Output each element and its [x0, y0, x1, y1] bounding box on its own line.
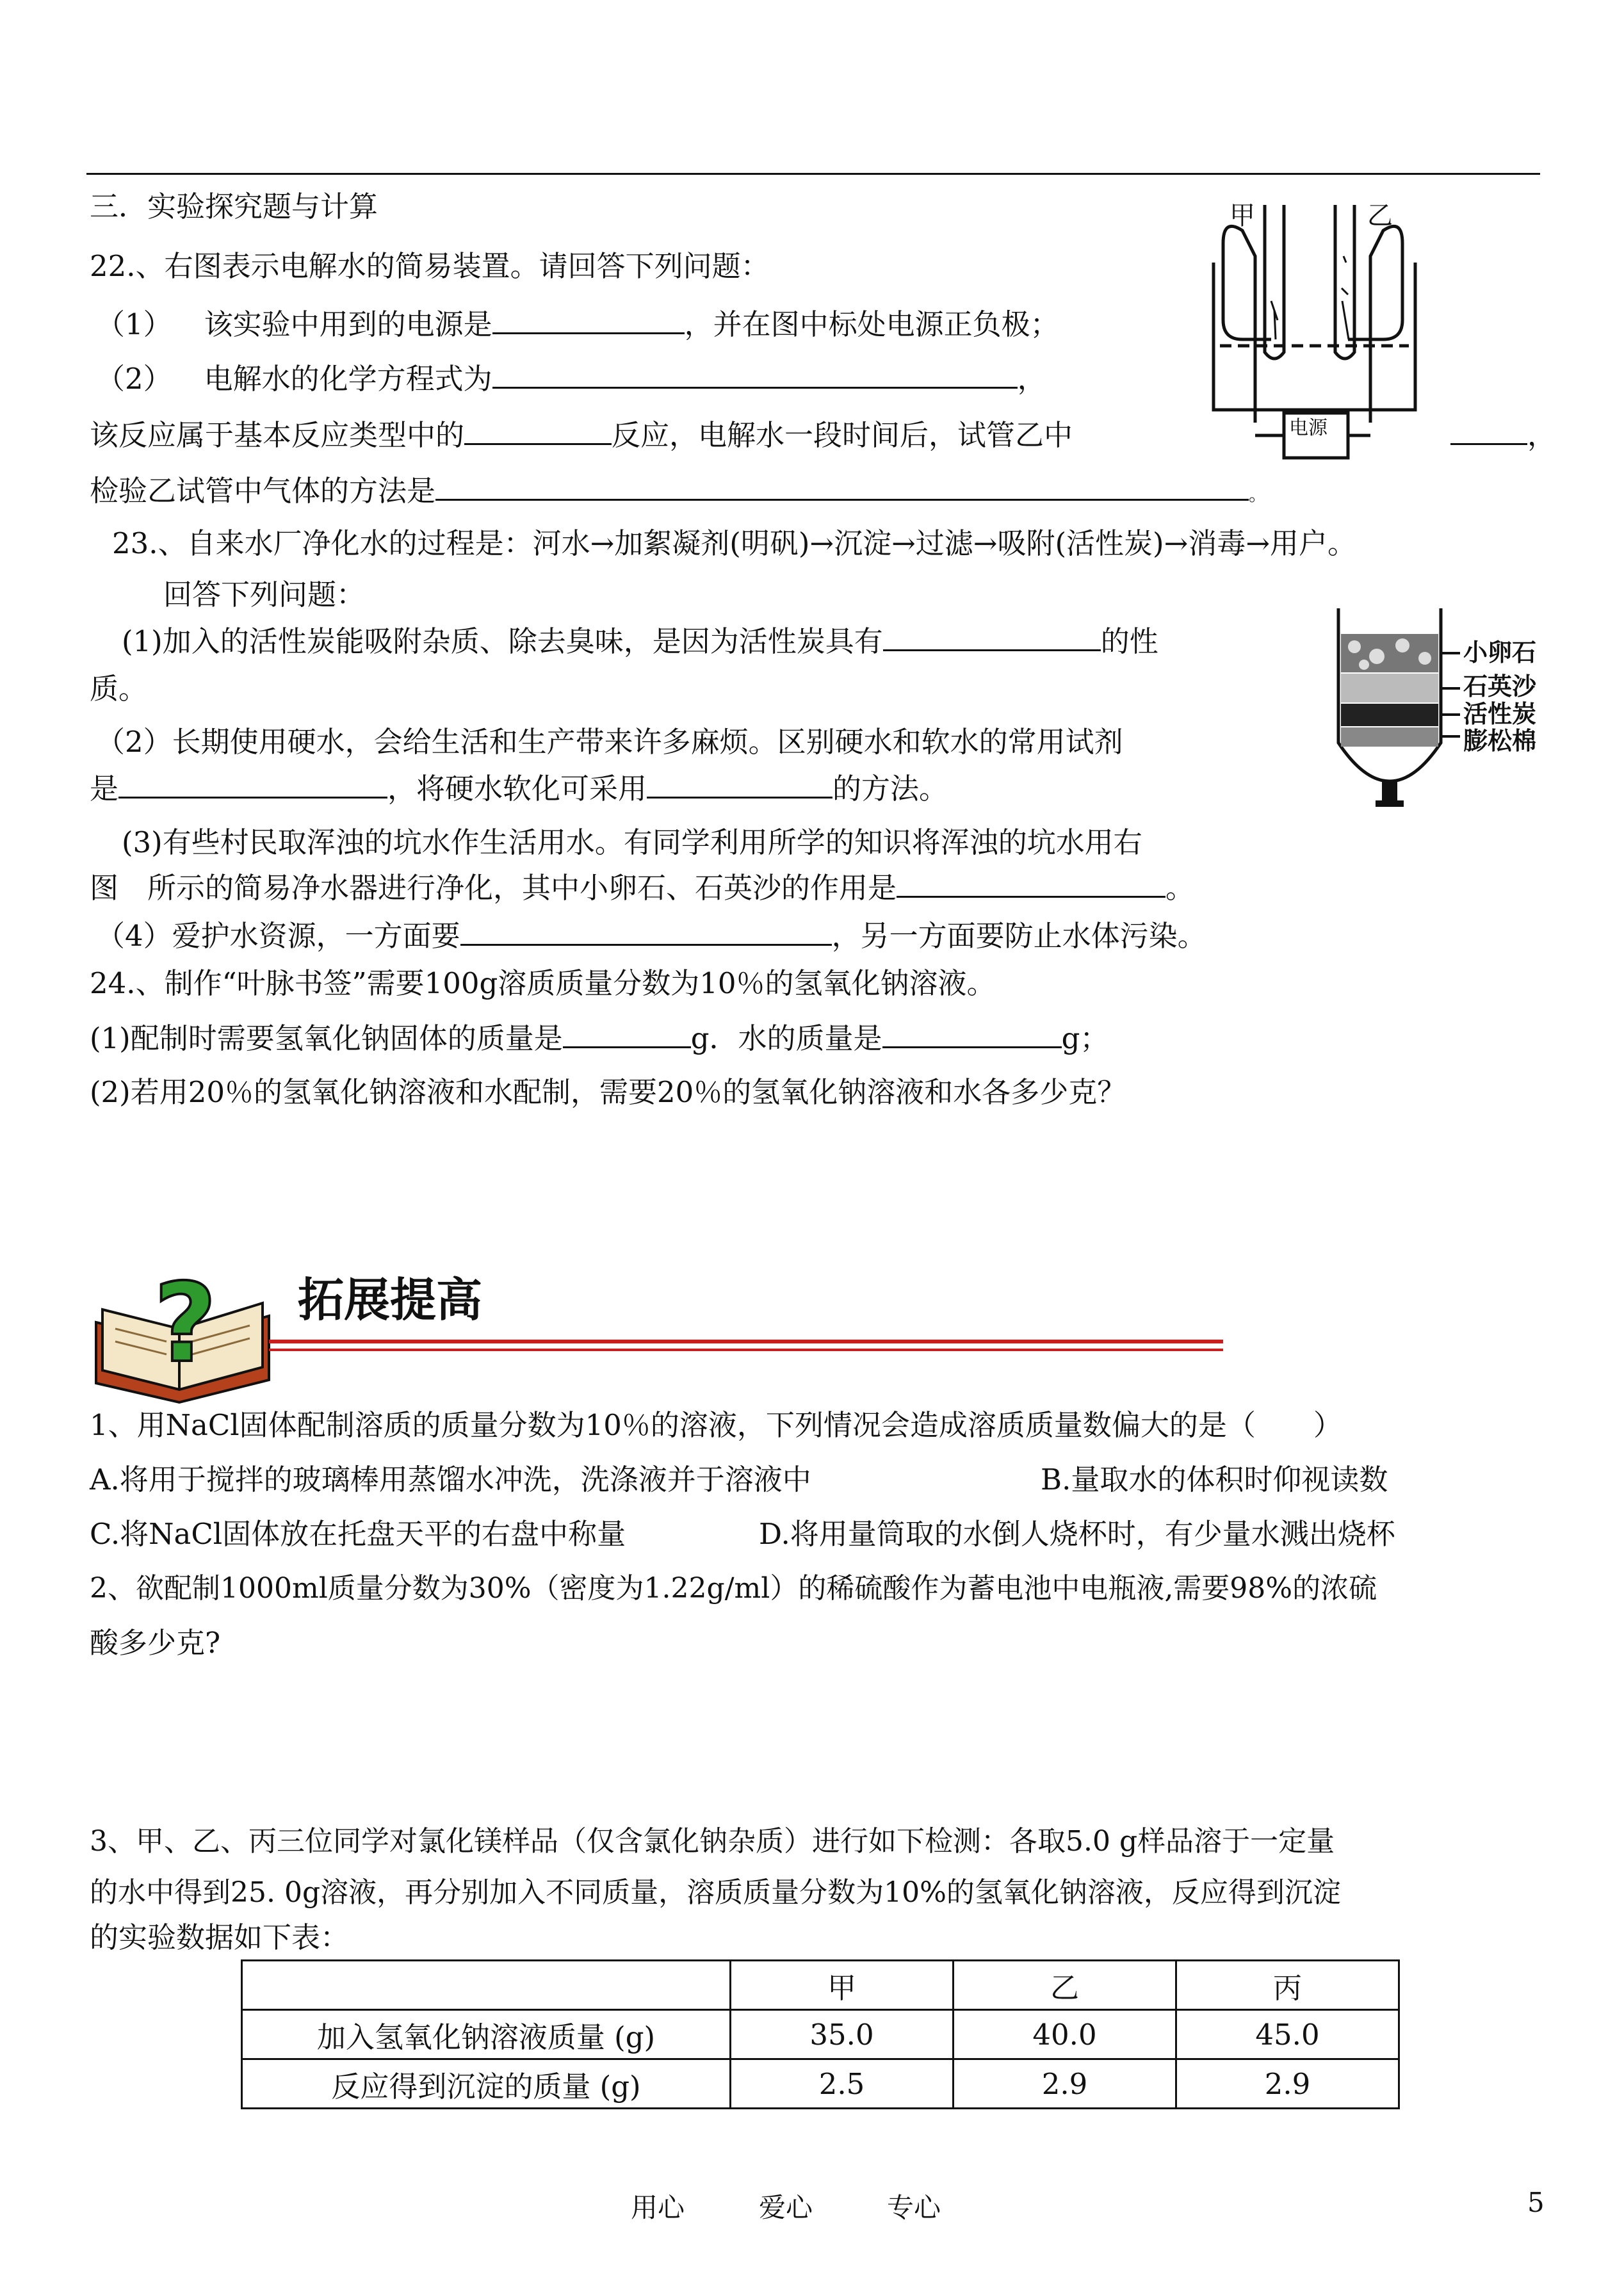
- table-cell: 45.0: [1176, 2010, 1399, 2059]
- table-cell: 2.9: [954, 2059, 1176, 2109]
- table-cell: 丙: [1176, 1961, 1399, 2010]
- footer-motto-2: 爱心: [759, 2192, 813, 2223]
- blank[interactable]: [563, 1018, 691, 1048]
- q23-part2: （2）长期使用硬水，会给生活和生产带来许多麻烦。区别硬水和软水的常用试剂: [96, 725, 1123, 759]
- q22-part2: （2） 电解水的化学方程式为 ，: [96, 359, 1046, 399]
- q23-part4: （4）爱护水资源，一方面要 ，另一方面要防止水体污染。: [96, 916, 1206, 956]
- ext-q1-optD: D.将用量筒取的水倒人烧杯时，有少量水溅出烧杯: [759, 1517, 1395, 1551]
- q23-sub: 回答下列问题：: [163, 578, 366, 612]
- table-cell: 甲: [731, 1961, 954, 2010]
- tube-yi-label: 乙: [1367, 201, 1393, 231]
- blank[interactable]: [647, 768, 832, 799]
- section-heading: 三．实验探究题与计算: [90, 190, 378, 223]
- table-cell: 40.0: [954, 2010, 1176, 2059]
- q23-part2-cont: 是 ，将硬水软化可采用 的方法。: [90, 768, 948, 809]
- blank[interactable]: [1450, 415, 1527, 445]
- page-number: 5: [1527, 2187, 1545, 2218]
- table-row: [242, 2010, 1399, 2059]
- ext-q3-line3: 的实验数据如下表：: [90, 1920, 350, 1954]
- q23-intro: 23.、自来水厂净化水的过程是：河水→加絮凝剂(明矾)→沉淀→过滤→吸附(活性炭)→消毒→用户。: [112, 526, 1357, 560]
- table-row: [242, 2059, 1399, 2109]
- q23-part1: (1)加入的活性炭能吸附杂质、除去臭味，是因为活性炭具有 的性: [122, 621, 1158, 661]
- blank[interactable]: [492, 304, 685, 334]
- blank[interactable]: [882, 1018, 1062, 1048]
- svg-text:?: ?: [154, 1265, 217, 1387]
- ext-q3-line2: 的水中得到25. 0g溶液，再分别加入不同质量，溶质质量分数为10%的氢氧化钠溶液，反应得到沉淀: [90, 1876, 1341, 1909]
- ext-q1-optB: B.量取水的体积时仰视读数: [1041, 1463, 1388, 1496]
- filter-label-sand: 石英沙: [1463, 672, 1537, 701]
- electrolysis-figure: [1204, 192, 1428, 474]
- q23-part3-cont: 图 所示的简易净水器进行净化，其中小卵石、石英沙的作用是 。: [90, 868, 1194, 908]
- data-table: [241, 1959, 1400, 2109]
- filter-label-pebble: 小卵石: [1463, 638, 1537, 667]
- table-header-row: [242, 1961, 1399, 2010]
- q24-part1: (1)配制时需要氢氧化钠固体的质量是 g．水的质量是 g；: [90, 1018, 1108, 1058]
- tube-jia-label: 甲: [1230, 201, 1255, 231]
- q22-part1: （1） 该实验中用到的电源是 ，并在图中标处电源正负极；: [96, 304, 1059, 345]
- table-cell: [242, 1961, 731, 2010]
- ext-q1-optA: A.将用于搅拌的玻璃棒用蒸馏水冲洗，洗涤液并于溶液中: [90, 1463, 811, 1496]
- blank[interactable]: [897, 868, 1165, 898]
- table-cell: 加入氢氧化钠溶液质量 (g): [242, 2010, 731, 2059]
- table-cell: 反应得到沉淀的质量 (g): [242, 2059, 731, 2109]
- filter-label-carbon: 活性炭: [1463, 700, 1537, 728]
- blank[interactable]: [435, 471, 1249, 501]
- q24-intro: 24.、制作“叶脉书签”需要100g溶质质量分数为10％的氢氧化钠溶液。: [90, 966, 996, 1000]
- ext-q2-line1: 2、欲配制1000ml质量分数为30%（密度为1.22g/ml）的稀硫酸作为蓄电池中电瓶液,需要98%的浓硫: [90, 1572, 1377, 1605]
- banner-title: 拓展提高: [298, 1273, 483, 1327]
- table-cell: 35.0: [731, 2010, 954, 2059]
- water-filter-figure: [1326, 596, 1575, 813]
- ext-q1-optC: C.将NaCl固体放在托盘天平的右盘中称量: [90, 1517, 626, 1551]
- q22-part3: 该反应属于基本反应类型中的 反应，电解水一段时间后，试管乙中: [90, 415, 1073, 455]
- footer-motto-1: 用心: [631, 2192, 685, 2223]
- q22-part4: 检验乙试管中气体的方法是 。: [90, 471, 1267, 515]
- book-question-icon: [90, 1265, 275, 1406]
- q23-part1-end: 质。: [90, 672, 148, 706]
- q22-intro: 22.、右图表示电解水的简易装置。请回答下列问题：: [90, 249, 770, 283]
- banner-rule-bottom: [269, 1349, 1223, 1351]
- ext-q1-stem: 1、用NaCl固体配制溶质的质量分数为10％的溶液，下列情况会造成溶质质量数偏大的是（ ）: [90, 1408, 1342, 1442]
- power-label: 电源: [1289, 417, 1328, 439]
- filter-label-cotton: 膨松棉: [1463, 727, 1537, 755]
- blank[interactable]: [464, 415, 612, 445]
- q22-part3-end: ，: [1450, 415, 1556, 455]
- blank[interactable]: [460, 916, 832, 946]
- table-cell: 2.5: [731, 2059, 954, 2109]
- footer-motto-3: 专心: [887, 2192, 941, 2223]
- q24-part2: (2)若用20％的氢氧化钠溶液和水配制，需要20％的氢氧化钠溶液和水各多少克？: [90, 1075, 1126, 1109]
- blank[interactable]: [492, 359, 1018, 389]
- ext-q2-line2: 酸多少克?: [90, 1626, 221, 1660]
- ext-q3-line1: 3、甲、乙、丙三位同学对氯化镁样品（仅含氯化钠杂质）进行如下检测：各取5.0 g样品溶于一定量: [90, 1825, 1335, 1858]
- header-rule: [86, 173, 1540, 175]
- blank[interactable]: [118, 768, 387, 799]
- banner-rule-top: [269, 1340, 1223, 1343]
- blank[interactable]: [883, 621, 1101, 651]
- q23-part3: (3)有些村民取浑浊的坑水作生活用水。有同学利用所学的知识将浑浊的坑水用右: [122, 825, 1142, 859]
- table-cell: 乙: [954, 1961, 1176, 2010]
- table-cell: 2.9: [1176, 2059, 1399, 2109]
